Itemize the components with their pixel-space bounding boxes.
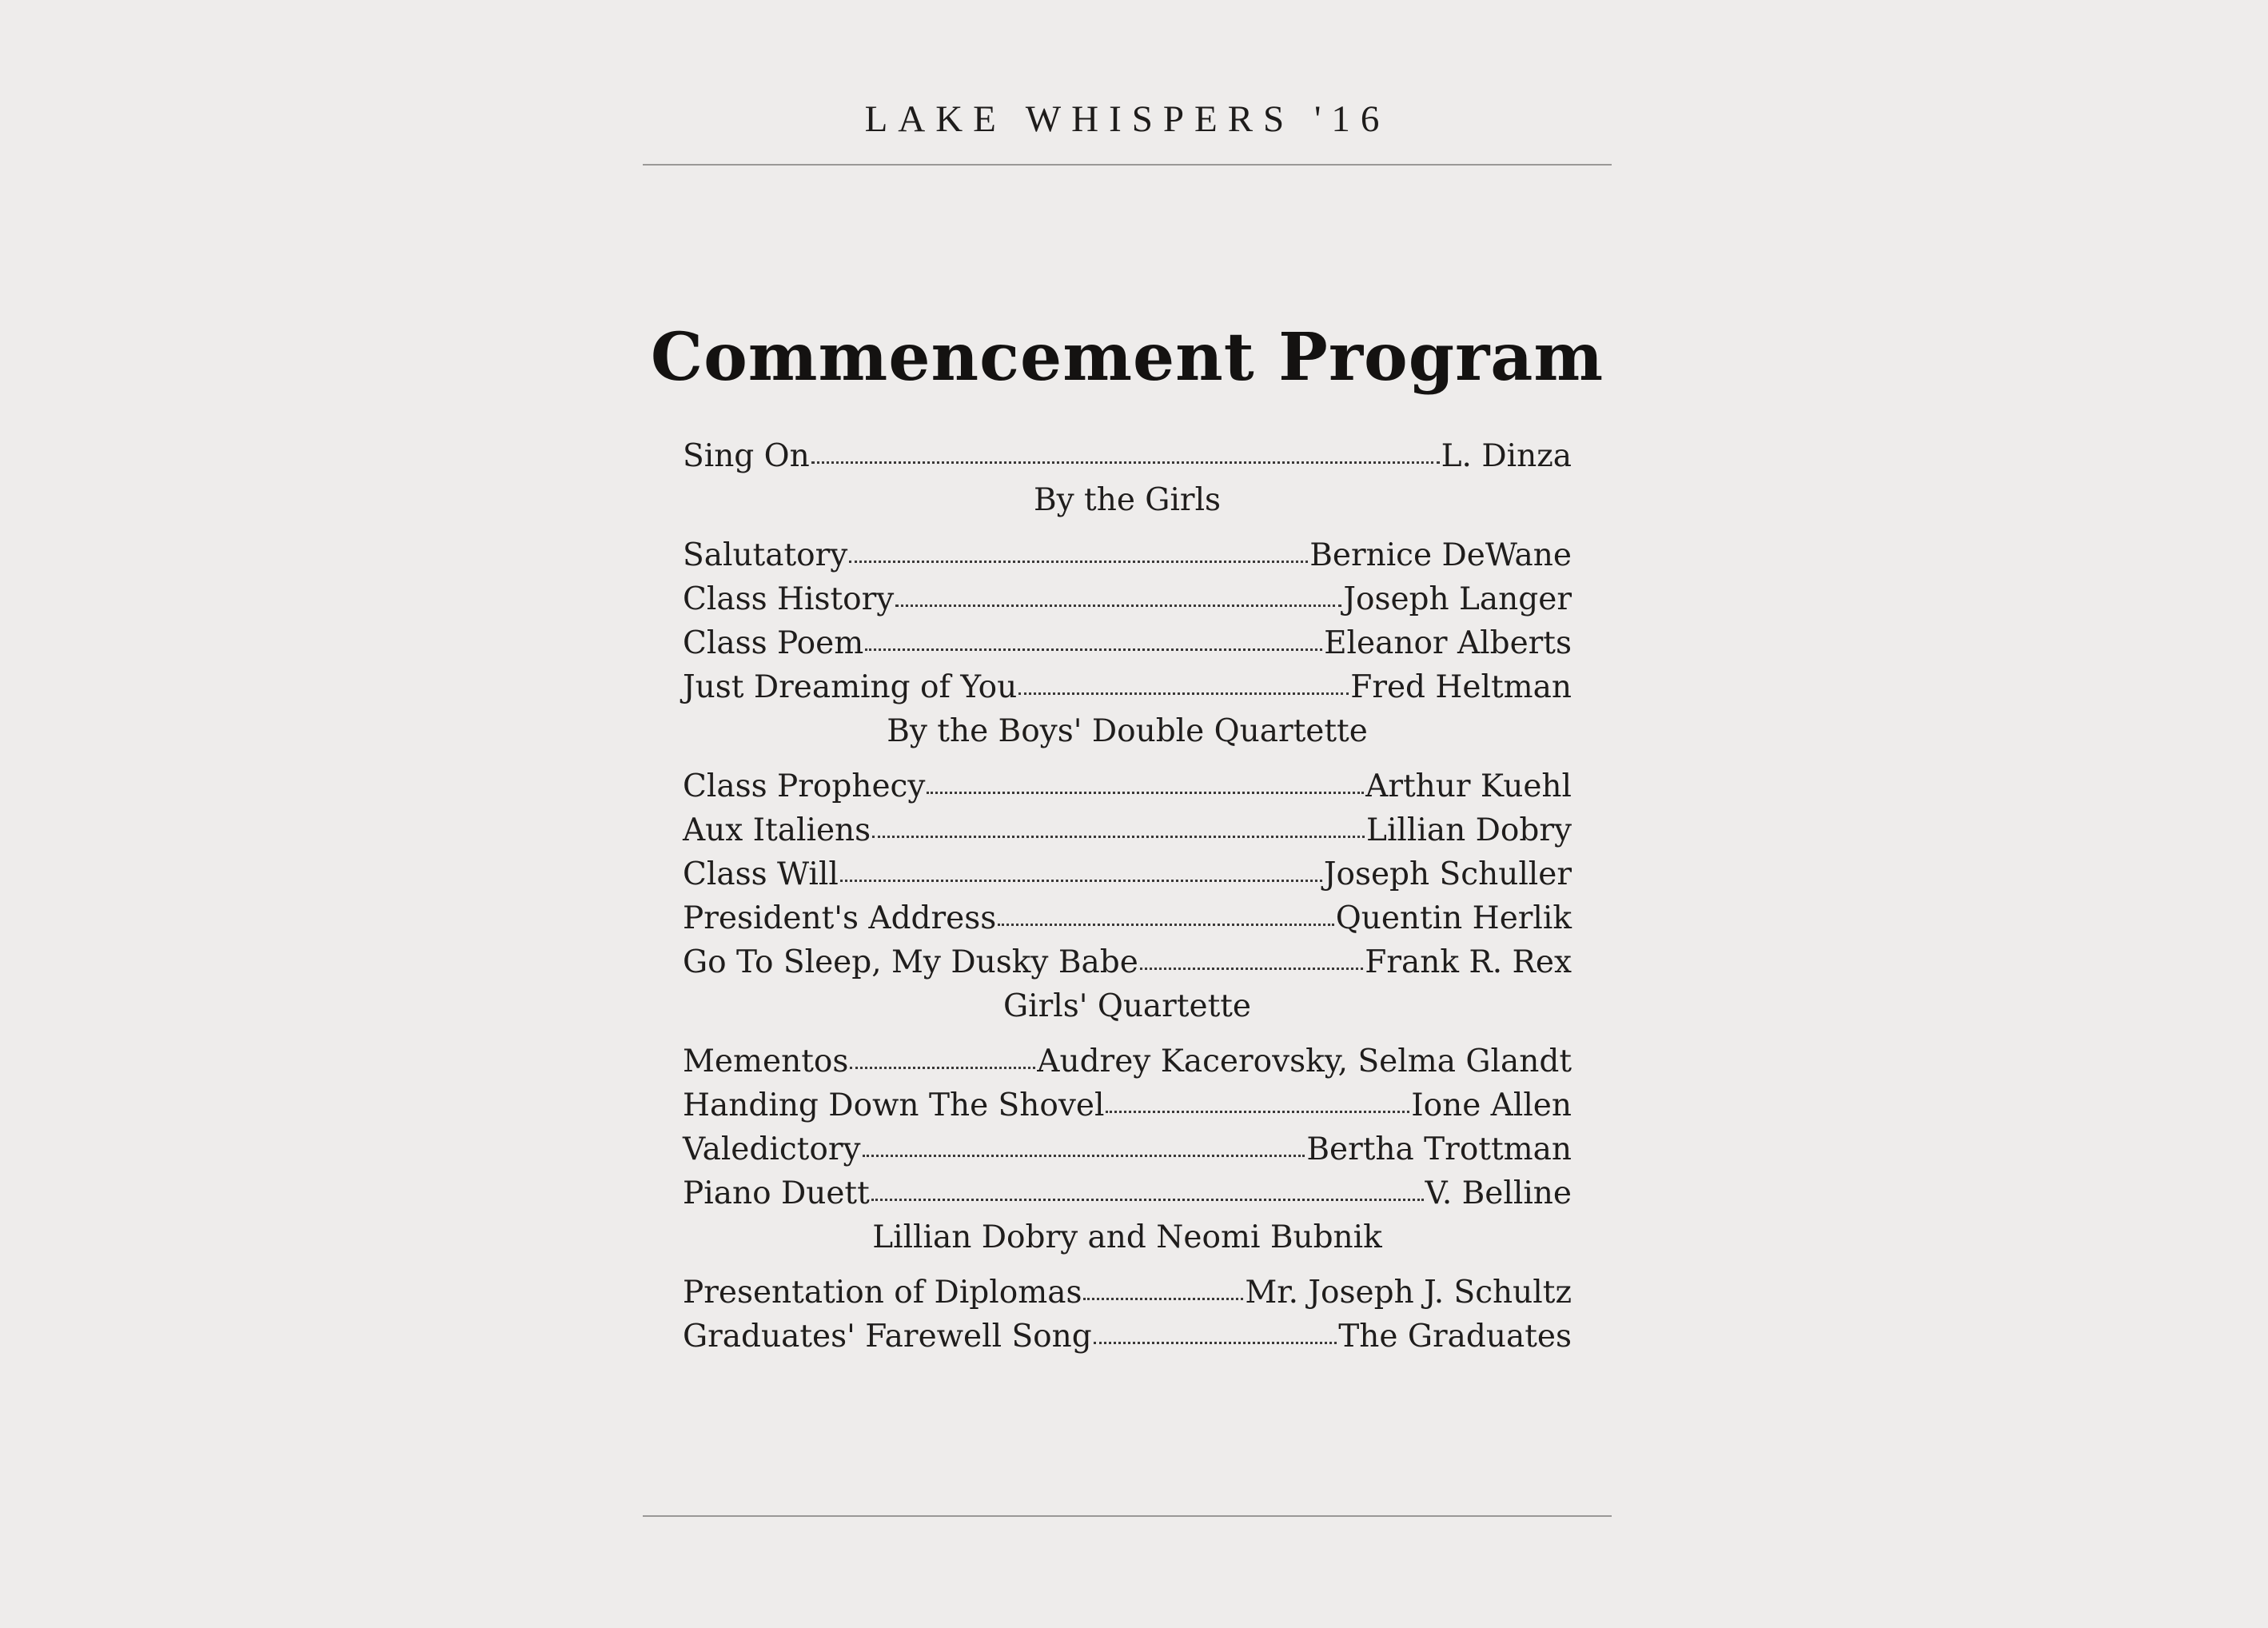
program-entry bbox=[683, 808, 1572, 852]
program-entry bbox=[683, 1039, 1572, 1083]
dot-leader bbox=[871, 1199, 1424, 1201]
program-entry bbox=[683, 1271, 1572, 1315]
program-item-title: Class History bbox=[683, 581, 895, 617]
program-item-title: Mementos bbox=[683, 1043, 849, 1079]
program-item-performer: V. Belline bbox=[1425, 1175, 1572, 1211]
program-entry bbox=[683, 577, 1572, 621]
program-credit: Lillian Dobry and Neomi Bubnik bbox=[872, 1219, 1382, 1255]
program-item-performer: Frank R. Rex bbox=[1365, 944, 1572, 980]
program-entry bbox=[683, 665, 1572, 709]
program-item-title: Class Prophecy bbox=[683, 768, 926, 804]
program-entry bbox=[683, 896, 1572, 940]
program-entry bbox=[683, 434, 1572, 478]
program-credit: By the Girls bbox=[1033, 482, 1222, 518]
dot-leader bbox=[1094, 1342, 1337, 1344]
program-item-title: Valedictory bbox=[683, 1131, 861, 1167]
program-entry bbox=[683, 1127, 1572, 1171]
dot-leader bbox=[865, 648, 1322, 651]
program-item-performer: Quentin Herlik bbox=[1335, 900, 1572, 936]
dot-leader bbox=[998, 924, 1333, 926]
footer-rule bbox=[643, 1515, 1612, 1517]
program-entry bbox=[683, 940, 1572, 984]
program-item-title: Just Dreaming of You bbox=[683, 669, 1018, 705]
program-entry bbox=[683, 621, 1572, 665]
program-item-performer: Mr. Joseph J. Schultz bbox=[1245, 1275, 1572, 1311]
program-credit: By the Boys' Double Quartette bbox=[887, 713, 1368, 749]
dot-leader bbox=[840, 880, 1322, 882]
program-item-performer: Lillian Dobry bbox=[1366, 812, 1572, 848]
program-entry bbox=[683, 1171, 1572, 1215]
program-credit: Girls' Quartette bbox=[1002, 988, 1252, 1024]
program-entry bbox=[683, 764, 1572, 808]
program-item-performer: Fred Heltman bbox=[1350, 669, 1572, 705]
dot-leader bbox=[849, 561, 1308, 563]
program-item-title: Presentation of Diplomas bbox=[683, 1275, 1082, 1311]
program-entry bbox=[683, 852, 1572, 896]
program-item-performer: Ione Allen bbox=[1411, 1087, 1572, 1123]
program-item-performer: Bernice DeWane bbox=[1309, 537, 1572, 573]
program-item-performer: Eleanor Alberts bbox=[1324, 625, 1572, 661]
dot-leader bbox=[895, 605, 1341, 607]
program-item-title: Class Poem bbox=[683, 625, 864, 661]
dot-leader bbox=[872, 836, 1365, 838]
dot-leader bbox=[811, 461, 1440, 464]
program-item-performer: Bertha Trottman bbox=[1306, 1131, 1572, 1167]
program-list bbox=[683, 434, 1572, 1359]
running-header: LAKE WHISPERS '16 bbox=[864, 98, 1390, 140]
dot-leader bbox=[1018, 692, 1349, 695]
program-entry bbox=[683, 1083, 1572, 1127]
program-item-title: Salutatory bbox=[683, 537, 848, 573]
program-item-performer: Audrey Kacerovsky, Selma Glandt bbox=[1037, 1043, 1572, 1079]
program-item-title: Go To Sleep, My Dusky Babe bbox=[683, 944, 1138, 980]
program-item-performer: Joseph Schuller bbox=[1323, 856, 1572, 892]
program-item-performer: L. Dinza bbox=[1441, 438, 1572, 474]
program-item-performer: Joseph Langer bbox=[1343, 581, 1572, 617]
page-title: Commencement Program bbox=[650, 319, 1604, 396]
program-item-title: Aux Italiens bbox=[683, 812, 871, 848]
dot-leader bbox=[863, 1155, 1305, 1157]
dot-leader bbox=[1140, 968, 1364, 970]
program-item-title: Sing On bbox=[683, 438, 810, 474]
program-item-performer: The Graduates bbox=[1338, 1319, 1572, 1355]
program-entry bbox=[683, 533, 1572, 577]
program-item-title: Piano Duett bbox=[683, 1175, 870, 1211]
program-item-title: Handing Down The Shovel bbox=[683, 1087, 1105, 1123]
header-rule bbox=[643, 164, 1612, 166]
program-entry bbox=[683, 1315, 1572, 1359]
program-item-title: President's Address bbox=[683, 900, 997, 936]
dot-leader bbox=[850, 1067, 1035, 1069]
dot-leader bbox=[1106, 1111, 1409, 1113]
program-item-title: Class Will bbox=[683, 856, 839, 892]
dot-leader bbox=[1083, 1298, 1243, 1300]
program-item-performer: Arthur Kuehl bbox=[1365, 768, 1572, 804]
dot-leader bbox=[927, 792, 1364, 794]
program-item-title: Graduates' Farewell Song bbox=[683, 1319, 1092, 1355]
